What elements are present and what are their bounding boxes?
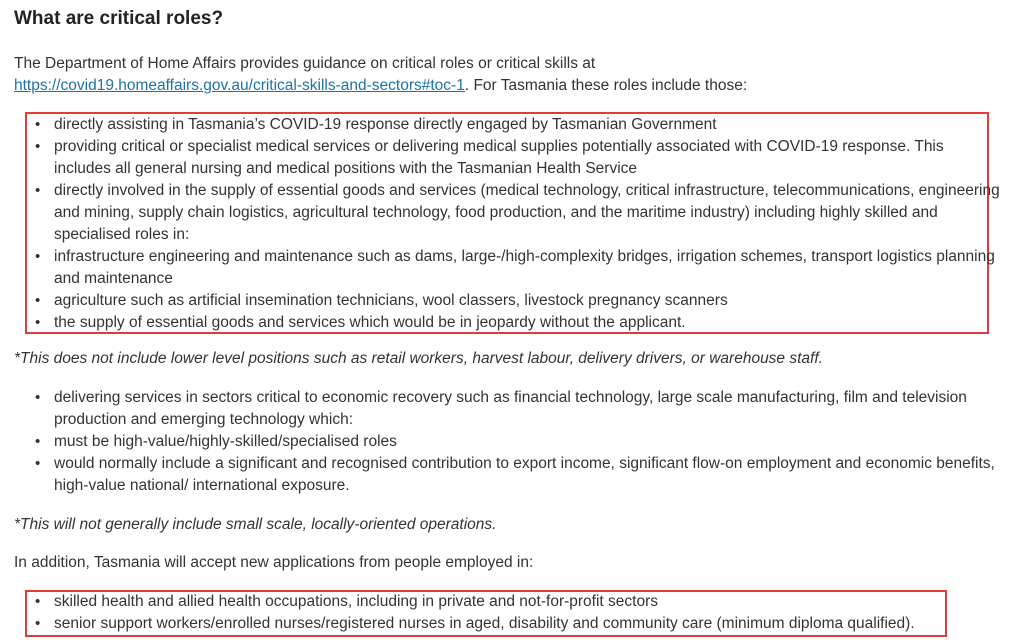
intro-paragraph <box>14 53 1004 97</box>
note-lower-level: *This does not include lower level positions such as retail workers, harvest labour, delivery drivers, or warehouse staff. <box>14 350 823 367</box>
critical-roles-list <box>14 114 1004 334</box>
list-item: • directly assisting in Tasmania’s COVID-19 response directly engaged by Tasmanian Government <box>14 114 1004 136</box>
list-item: • delivering services in sectors critical to economic recovery such as financial technology, large scale manufacturing, film and television production and emerging technology which: <box>14 387 1004 431</box>
addition-paragraph: In addition, Tasmania will accept new applications from people employed in: <box>14 554 534 571</box>
note-small-scale: *This will not generally include small scale, locally-oriented operations. <box>14 516 497 533</box>
list-item: • agriculture such as artificial insemination technicians, wool classers, livestock pregnancy scanners <box>14 290 1004 312</box>
home-affairs-link[interactable]: https://covid19.homeaffairs.gov.au/critical-skills-and-sectors#toc-1 <box>14 77 465 94</box>
list-item: • must be high-value/highly-skilled/specialised roles <box>14 431 1004 453</box>
list-item: • skilled health and allied health occupations, including in private and not-for-profit sectors <box>14 591 1004 613</box>
list-item: • infrastructure engineering and maintenance such as dams, large-/high-complexity bridges, irrigation schemes, transport logistics planning and maintenance <box>14 246 1004 290</box>
additional-occupations-list <box>14 591 1004 635</box>
list-item: • would normally include a significant and recognised contribution to export income, significant flow-on employment and economic benefits, high-value national/ international exposure. <box>14 453 1004 497</box>
economic-recovery-list <box>14 387 1004 497</box>
list-item: • directly involved in the supply of essential goods and services (medical technology, critical infrastructure, telecommunications, engineering and mining, supply chain logistics, agricultural technology, food production, and the maritime industry) including highly skilled and specialised roles in: <box>14 180 1004 246</box>
list-item: • providing critical or specialist medical services or delivering medical supplies potentially associated with COVID-19 response. This includes all general nursing and medical positions with the Tasmanian Health Service <box>14 136 1004 180</box>
intro-text-after: . For Tasmania these roles include those: <box>464 77 748 94</box>
intro-text: The Department of Home Affairs provides guidance on critical roles or critical skills at <box>14 55 596 72</box>
list-item: • the supply of essential goods and services which would be in jeopardy without the applicant. <box>14 312 1004 334</box>
page-heading: What are critical roles? <box>14 8 224 29</box>
list-item: • senior support workers/enrolled nurses/registered nurses in aged, disability and community care (minimum diploma qualified). <box>14 613 1004 635</box>
